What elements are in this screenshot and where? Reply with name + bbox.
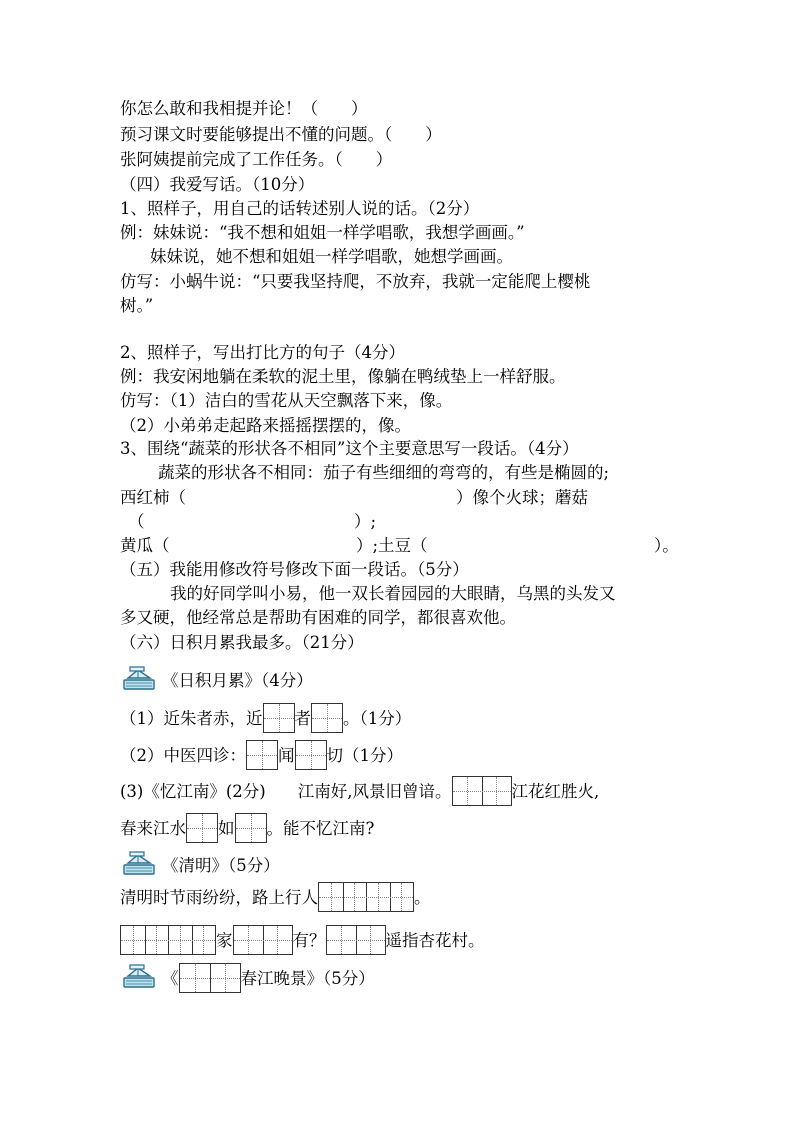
section-5-para-2: 多又硬，他经常总是帮助有困难的同学，都很喜欢他。 xyxy=(120,608,516,627)
rjly-heading xyxy=(120,664,313,692)
q3-line-1: 蔬菜的形状各不相同：茄子有些细细的弯弯的，有些是椭圆的; xyxy=(158,463,610,482)
answer-box[interactable] xyxy=(246,740,278,770)
answer-box[interactable] xyxy=(263,703,295,733)
answer-box[interactable] xyxy=(235,813,267,843)
rjly-q3-text-c: 江花红胜火, xyxy=(511,782,600,801)
section-4-title: （四）我爱写话。（10分） xyxy=(120,175,315,194)
rjly-q3-text-f: 。能不忆江南? xyxy=(266,819,375,838)
q3-cucumber-label: 黄瓜（ xyxy=(120,536,170,555)
line-2: 预习课文时要能够提出不懂的问题。（ ） xyxy=(120,125,442,144)
book-icon xyxy=(120,664,158,692)
answer-box[interactable] xyxy=(295,740,327,770)
chunjiang-heading xyxy=(120,962,375,993)
book-icon xyxy=(120,849,158,877)
q2-prompt-1: 仿写：（1）洁白的雪花从天空飘落下来，像。 xyxy=(120,391,453,410)
answer-box[interactable] xyxy=(179,963,241,993)
answer-box[interactable] xyxy=(452,776,512,806)
rjly-q1 xyxy=(120,703,411,733)
qingming-text-end: 。 xyxy=(414,888,431,907)
q3-paren-open: （ xyxy=(128,512,145,531)
q3-paren-close: ）; xyxy=(354,512,377,531)
rjly-q1-text-b: 者 xyxy=(294,709,311,728)
qingming-text: 清明时节雨纷纷，路上行人 xyxy=(120,888,318,907)
answer-box[interactable] xyxy=(311,703,343,733)
answer-box[interactable] xyxy=(326,925,386,955)
q1-example-answer: 妹妹说，她不想和姐姐一样学唱歌，她想学画画。 xyxy=(150,247,513,266)
q3-fireball: ）像个火球；蘑菇 xyxy=(456,488,588,507)
book-icon xyxy=(120,962,158,990)
rjly-q1-text-c: 。（1分） xyxy=(343,709,412,728)
rjly-q2 xyxy=(120,740,403,770)
rjly-q2-text: （2）中医四诊： xyxy=(120,746,246,765)
rjly-q2-text-c: 切（1分） xyxy=(326,746,403,765)
rjly-q3-text-d: 春来江水 xyxy=(120,819,186,838)
q2-prompt-2: （2）小弟弟走起路来摇摇摆摆的，像。 xyxy=(120,416,411,435)
q1-prompt: 仿写：小蜗牛说：“只要我坚持爬，不放弃，我就一定能爬上樱桃 xyxy=(120,272,591,291)
chunjiang-title: 春江晚景》（5分） xyxy=(240,969,375,988)
rjly-q1-text: （1）近朱者赤，近 xyxy=(120,709,263,728)
qingming-text-end-2: 遥指杏花村。 xyxy=(385,931,485,950)
section-6-title: （六）日积月累我最多。（21分） xyxy=(120,633,364,652)
line-3: 张阿姨提前完成了工作任务。（ ） xyxy=(120,150,393,169)
rjly-q2-text-b: 闻 xyxy=(278,746,295,765)
rjly-title: 《日积月累》（4分） xyxy=(162,671,313,690)
q3-end: ）。 xyxy=(654,536,679,555)
rjly-q3 xyxy=(120,776,599,806)
answer-box[interactable] xyxy=(233,925,293,955)
q1-title: 1、照样子，用自己的话转述别人说的话。（2分） xyxy=(120,199,480,218)
q2-example: 例：我安闲地躺在柔软的泥土里，像躺在鸭绒垫上一样舒服。 xyxy=(120,367,566,386)
rjly-q3-text: (3)《忆江南》(2分) xyxy=(120,782,266,801)
qingming-title: 《清明》（5分） xyxy=(162,856,280,875)
qingming-line-2 xyxy=(120,925,485,955)
rjly-q3-text-e: 如 xyxy=(218,819,235,838)
answer-box[interactable] xyxy=(120,925,216,955)
rjly-q3-text-b: 江南好,风景旧曾谙。 xyxy=(297,782,452,801)
section-5-para-1: 我的好同学叫小易，他一双长着园园的大眼睛，乌黑的头发又 xyxy=(170,584,616,603)
qingming-text-jia: 家 xyxy=(216,931,233,950)
qingming-line-1 xyxy=(120,882,431,912)
q1-prompt-cont: 树。” xyxy=(120,296,154,315)
q3-title: 3、围绕“蔬菜的形状各不相同”这个主要意思写一段话。（4分） xyxy=(120,439,579,458)
chunjiang-open: 《 xyxy=(162,969,179,988)
q3-potato-label: ）;土豆（ xyxy=(356,536,428,555)
line-1: 你怎么敢和我相提并论！（ ） xyxy=(120,99,368,118)
qingming-heading xyxy=(120,849,280,877)
q2-title: 2、照样子，写出打比方的句子（4分） xyxy=(120,343,405,362)
q3-tomato-label: 西红柿（ xyxy=(120,488,186,507)
section-5-title: （五）我能用修改符号修改下面一段话。（5分） xyxy=(120,560,469,579)
q1-example: 例：妹妹说：“我不想和姐姐一样学唱歌，我想学画画。” xyxy=(120,223,525,242)
answer-box[interactable] xyxy=(186,813,218,843)
qingming-text-you: 有？ xyxy=(292,931,326,950)
answer-box[interactable] xyxy=(318,882,414,912)
rjly-q3-line-2 xyxy=(120,813,374,843)
